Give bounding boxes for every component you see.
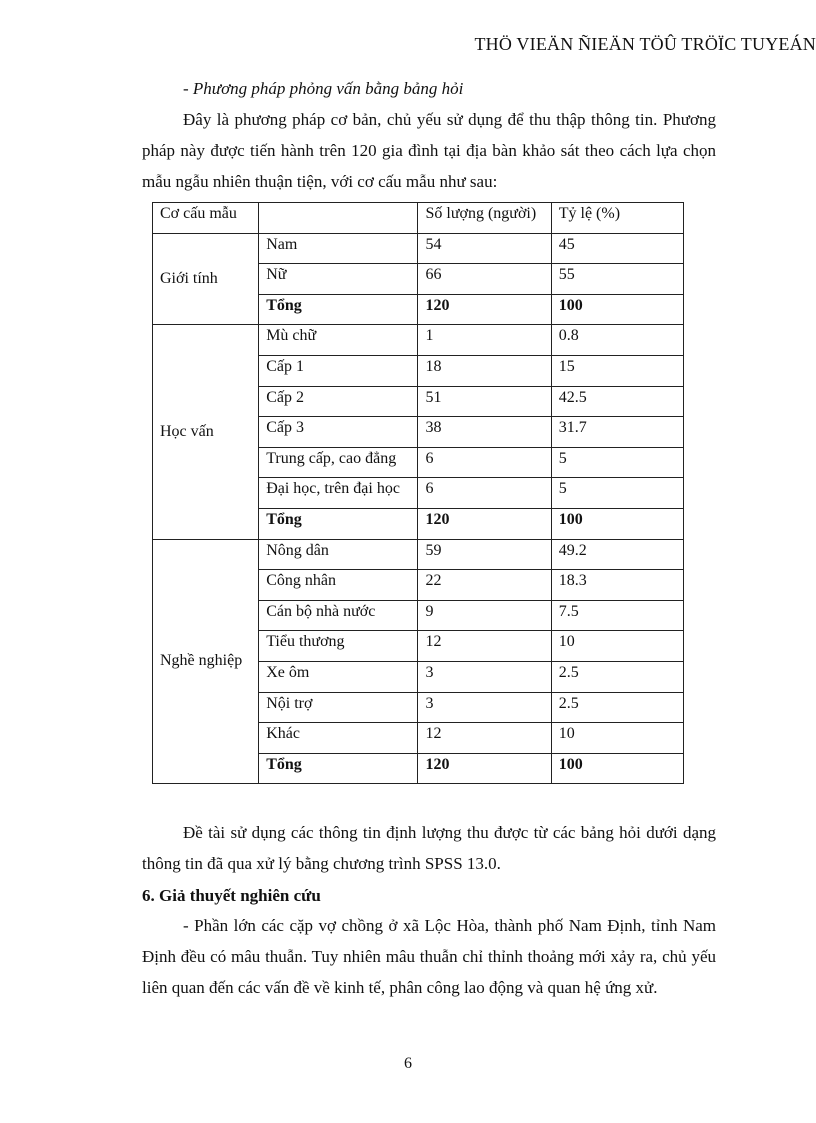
table-row [153,233,684,264]
table-row [153,325,684,356]
percent-cell: 18.3 [551,570,683,601]
count-cell: 66 [418,264,551,295]
count-cell: 120 [418,294,551,325]
category-cell: Tổng [259,753,418,784]
count-cell: 120 [418,753,551,784]
group-label-cell: Nghề nghiệp [153,539,259,784]
percent-cell: 31.7 [551,417,683,448]
category-cell: Xe ôm [259,661,418,692]
percent-cell: 15 [551,355,683,386]
percent-cell: 100 [551,753,683,784]
percent-cell: 100 [551,294,683,325]
category-cell: Cán bộ nhà nước [259,600,418,631]
count-cell: 1 [418,325,551,356]
count-cell: 3 [418,661,551,692]
sample-structure-table [152,202,684,784]
category-cell: Nam [259,233,418,264]
category-cell: Tiểu thương [259,631,418,662]
category-cell: Đại học, trên đại học [259,478,418,509]
category-cell: Tổng [259,508,418,539]
table-header-row [153,203,684,234]
percent-cell: 2.5 [551,692,683,723]
count-cell: 18 [418,355,551,386]
percent-cell: 10 [551,723,683,754]
percent-cell: 7.5 [551,600,683,631]
group-label-cell: Học vấn [153,325,259,539]
header-cell: Số lượng (người) [418,203,551,234]
percent-cell: 0.8 [551,325,683,356]
category-cell: Trung cấp, cao đẳng [259,447,418,478]
count-cell: 6 [418,478,551,509]
intro-paragraph: Đây là phương pháp cơ bản, chủ yếu sử dụng để thu thập thông tin. Phương pháp này được tiến hành trên 120 gia đình tại địa bàn khảo sát theo cách lựa chọn mẫu ngẫu nhiên thuận tiện, với cơ cấu mẫu như sau: [142,110,716,191]
category-cell: Nội trợ [259,692,418,723]
count-cell: 120 [418,508,551,539]
table-row [153,539,684,570]
header-cell: Tỷ lệ (%) [551,203,683,234]
category-cell: Tổng [259,294,418,325]
category-cell: Nữ [259,264,418,295]
count-cell: 38 [418,417,551,448]
percent-cell: 5 [551,447,683,478]
hypothesis-paragraph: - Phần lớn các cặp vợ chồng ở xã Lộc Hòa, thành phố Nam Định, tỉnh Nam Định đều có mâu thuẫn. Tuy nhiên mâu thuẫn chỉ thỉnh thoảng mới xảy ra, chủ yếu liên quan đến các vấn đề về kinh tế, phân công lao động và quan hệ ứng xử. [142,916,716,997]
count-cell: 54 [418,233,551,264]
category-cell: Cấp 1 [259,355,418,386]
section-6-title: 6. Giả thuyết nghiên cứu [142,886,321,905]
header-cell: Cơ cấu mẫu [153,203,259,234]
percent-cell: 5 [551,478,683,509]
count-cell: 51 [418,386,551,417]
percent-cell: 42.5 [551,386,683,417]
page-number: 6 [404,1055,412,1072]
category-cell: Cấp 3 [259,417,418,448]
count-cell: 3 [418,692,551,723]
percent-cell: 2.5 [551,661,683,692]
category-cell: Nông dân [259,539,418,570]
group-label-cell: Giới tính [153,233,259,325]
method-heading: - Phương pháp phỏng vấn bằng bảng hỏi [183,79,464,98]
count-cell: 59 [418,539,551,570]
count-cell: 22 [418,570,551,601]
running-header: THÖ VIEÄN ÑIEÄN TÖÛ TRÖÏC TUYEÁN [474,34,816,54]
category-cell: Cấp 2 [259,386,418,417]
percent-cell: 55 [551,264,683,295]
header-cell [259,203,418,234]
percent-cell: 10 [551,631,683,662]
category-cell: Mù chữ [259,325,418,356]
count-cell: 12 [418,723,551,754]
percent-cell: 49.2 [551,539,683,570]
count-cell: 12 [418,631,551,662]
count-cell: 9 [418,600,551,631]
count-cell: 6 [418,447,551,478]
table-body [153,203,684,784]
percent-cell: 45 [551,233,683,264]
data-processing-paragraph: Đề tài sử dụng các thông tin định lượng thu được từ các bảng hỏi dưới dạng thông tin đã qua xử lý bằng chương trình SPSS 13.0. [142,823,716,873]
category-cell: Công nhân [259,570,418,601]
category-cell: Khác [259,723,418,754]
percent-cell: 100 [551,508,683,539]
